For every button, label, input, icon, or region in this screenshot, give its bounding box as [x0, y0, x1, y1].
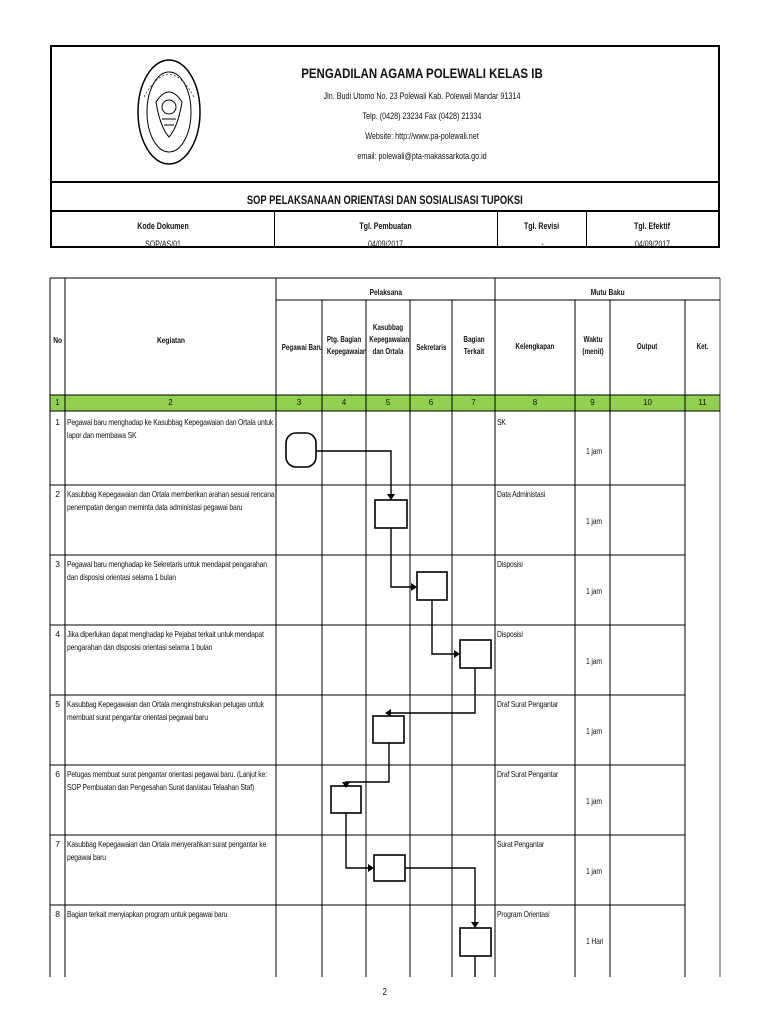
row-waktu: 1 jam: [586, 866, 602, 876]
col-header-ket: Ket.: [696, 342, 709, 351]
row-kelengkapan: Program Orientasi: [497, 909, 550, 919]
col-header-kegiatan: Kegiatan: [156, 335, 185, 345]
flow-process-6: [331, 786, 361, 813]
efektif-label: Tgl. Efektif: [634, 221, 671, 231]
row-number: 3: [55, 559, 60, 569]
col-header-pegawai-baru: Pegawai Baru: [281, 343, 323, 352]
number-cell: 7: [471, 398, 476, 407]
group-header-pelaksana: Pelaksana: [369, 287, 402, 297]
row-kelengkapan: Draf Surat Pengantar: [497, 769, 559, 779]
col-header-bagian-terkait: Bagian Terkait: [463, 335, 485, 356]
row-waktu: 1 jam: [586, 656, 602, 666]
row-number: 7: [55, 839, 60, 849]
row-kelengkapan: Draf Surat Pengantar: [497, 699, 559, 709]
col-header-no: No: [53, 335, 62, 345]
row-waktu: 1 jam: [586, 446, 602, 456]
flow-arrow-7-8: [405, 868, 475, 924]
number-cell: 11: [698, 398, 707, 407]
row-number: 1: [55, 417, 60, 427]
row-kegiatan: Jika diperlukan dapat menghadap ke Pejabat terkait untuk mendapat pengarahan dan disposisi orientasi selama 1 bulan: [67, 629, 264, 652]
row-kegiatan: Pegawai baru menghadap ke Sekretaris untuk mendapat pengarahan dan disposisi orientasi selama 1 bulan: [67, 559, 267, 582]
kode-value: SOP/AS/01: [145, 239, 181, 249]
col-header-kasubbag: Kasubbag Kepegawaian dan Ortala: [369, 323, 410, 356]
row-waktu: 1 jam: [586, 586, 602, 596]
row-number: 5: [55, 699, 60, 709]
row-kegiatan: Kasubbag Kepegawaian dan Ortala menginstruksikan petugas untuk membuat surat pengantar orientasi pegawai baru: [67, 699, 264, 722]
row-waktu: 1 jam: [586, 516, 602, 526]
number-cell: 10: [643, 398, 652, 407]
phone-line: Telp. (0428) 23234 Fax (0428) 21334: [362, 111, 482, 121]
col-header-output: Output: [637, 342, 658, 351]
row-number: 4: [55, 629, 60, 639]
number-cell: 8: [532, 398, 538, 407]
flow-arrow-1-2: [316, 451, 391, 496]
row-number: 8: [55, 909, 60, 919]
number-cell: 3: [296, 398, 302, 407]
row-waktu: 1 Hari: [586, 936, 604, 946]
col-header-kelengkapan: Kelengkapan: [515, 342, 555, 351]
row-kelengkapan: SK: [497, 417, 506, 427]
col-header-ptg-kepegawaian: Ptg. Bagian Kepegawaian: [326, 335, 367, 356]
flow-arrow-4-5: [389, 668, 475, 713]
revisi-label: Tgl. Revisi: [524, 221, 560, 231]
flow-process-4: [460, 640, 491, 668]
row-kegiatan: Kasubbag Kepegawaian dan Ortala memberikan arahan sesuai rencana penempatan dengan meminta data administasi pegawai baru: [67, 489, 275, 512]
website-line: Website: http://www.pa-polewali.net: [365, 131, 479, 141]
number-cell: 5: [385, 398, 391, 407]
row-kelengkapan: Data Administasi: [497, 489, 546, 499]
kode-label: Kode Dokumen: [137, 221, 189, 231]
col-header-waktu: Waktu (menit): [582, 335, 604, 356]
flow-process-5: [373, 716, 404, 743]
number-cell: 6: [428, 398, 434, 407]
number-cell: 9: [590, 398, 595, 407]
flow-process-2: [375, 500, 407, 528]
col-header-sekretaris: Sekretaris: [415, 343, 447, 352]
flow-terminator-1: [286, 433, 316, 467]
number-cell: 1: [55, 398, 60, 407]
number-cell: 2: [168, 398, 173, 407]
address-line: Jln. Budi Utomo No. 23 Polewali Kab. Polewali Mandar 91314: [323, 91, 521, 101]
row-waktu: 1 jam: [586, 726, 602, 736]
flow-process-7: [374, 855, 405, 881]
row-kelengkapan: Surat Pengantar: [497, 839, 545, 849]
row-kelengkapan: Disposisi: [497, 629, 523, 639]
row-waktu: 1 jam: [586, 796, 602, 806]
row-number: 2: [55, 489, 60, 499]
flow-process-8: [460, 928, 491, 956]
email-line: email: polewali@pta-makassarkota.go.id: [357, 151, 487, 161]
row-kegiatan: Kasubbag Kepegawaian dan Ortala menyerahkan surat pengantar ke pegawai baru: [67, 839, 267, 862]
page-number: 2: [382, 987, 388, 998]
sop-title: SOP PELAKSANAAN ORIENTASI DAN SOSIALISASI TUPOKSI: [247, 193, 523, 207]
row-kegiatan: Bagian terkait menyiapkan program untuk pegawai baru: [67, 909, 228, 919]
pembuatan-value: 04/09/2017: [368, 239, 404, 249]
row-number: 6: [55, 769, 60, 779]
revisi-value: -: [540, 239, 544, 249]
org-name: PENGADILAN AGAMA POLEWALI KELAS IB: [301, 65, 543, 81]
efektif-value: 04/09/2017: [634, 239, 671, 249]
group-header-mutu-baku: Mutu Baku: [590, 287, 625, 297]
number-cell: 4: [341, 398, 347, 407]
row-kelengkapan: Disposisi: [497, 559, 523, 569]
pembuatan-label: Tgl. Pembuatan: [359, 221, 413, 231]
row-kegiatan: Pegawai baru menghadap ke Kasubbag Kepegawaian dan Ortala untuk lapor dan membawa SK: [67, 417, 274, 440]
flow-process-3: [417, 572, 447, 600]
row-kegiatan: Petugas membuat surat pengantar orientasi pegawai baru. (Lanjut ke: SOP Pembuatan dan Pengesahan Surat dan/atau Telaahan Staf): [67, 769, 267, 792]
